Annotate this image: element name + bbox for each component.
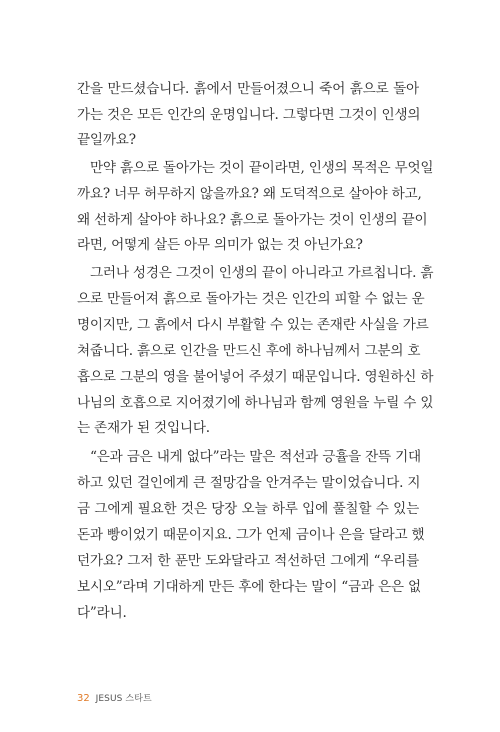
- text-line: 만약 흙으로 돌아가는 것이 끝이라면, 인생의 목적은 무엇일: [90, 160, 434, 176]
- page-footer: [77, 692, 152, 706]
- text-line: 다”라니.: [77, 605, 127, 621]
- text-line: 가는 것은 모든 인간의 운명입니다. 그렇다면 그것이 인생의: [77, 107, 421, 123]
- text-line: 까요? 너무 허무하지 않을까요? 왜 도덕적으로 살아야 하고,: [77, 186, 422, 202]
- text-line: 그러나 성경은 그것이 인생의 끝이 아니라고 가르칩니다. 흙: [90, 265, 434, 281]
- text-line: 나님의 호흡으로 지어졌기에 하나님과 함께 영원을 누릴 수 있: [77, 395, 434, 411]
- text-line: 하고 있던 걸인에게 큰 절망감을 안겨주는 말이었습니다. 지: [77, 475, 421, 491]
- text-line: 돈과 빵이었기 때문이지요. 그가 언제 금이나 은을 달라고 했: [77, 527, 425, 543]
- text-line: 간을 만드셨습니다. 흙에서 만들어졌으니 죽어 흙으로 돌아: [77, 81, 419, 97]
- text-line: 금 그에게 필요한 것은 당장 오늘 하루 입에 풀칠할 수 있는: [77, 501, 419, 517]
- text-line: “은과 금은 내게 없다”라는 말은 적선과 긍휼을 잔뜩 기대: [90, 449, 421, 465]
- text-line: 던가요? 그저 한 푼만 도와달라고 적선하던 그에게 “우리를: [77, 553, 419, 569]
- page-number: 32: [77, 693, 90, 704]
- text-line: 끝일까요?: [77, 132, 136, 148]
- text-line: 라면, 어떻게 살든 아무 의미가 없는 것 아닌가요?: [77, 237, 363, 253]
- text-line: 으로 만들어져 흙으로 돌아가는 것은 인간의 피할 수 없는 운: [77, 291, 425, 307]
- text-line: 는 존재가 된 것입니다.: [77, 420, 210, 436]
- text-line: 보시오”라며 기대하게 만든 후에 한다는 말이 “금과 은은 없: [77, 579, 421, 595]
- text-line: 흡으로 그분의 영을 불어넣어 주셨기 때문입니다. 영원하신 하: [77, 369, 434, 385]
- text-line: 명이지만, 그 흙에서 다시 부활할 수 있는 존재란 사실을 가르: [77, 317, 429, 333]
- text-line: 쳐줍니다. 흙으로 인간을 만드신 후에 하나님께서 그분의 호: [77, 343, 421, 359]
- running-title: JESUS 스타트: [95, 694, 152, 704]
- text-line: 왜 선하게 살아야 하나요? 흙으로 돌아가는 것이 인생의 끝이: [77, 212, 428, 228]
